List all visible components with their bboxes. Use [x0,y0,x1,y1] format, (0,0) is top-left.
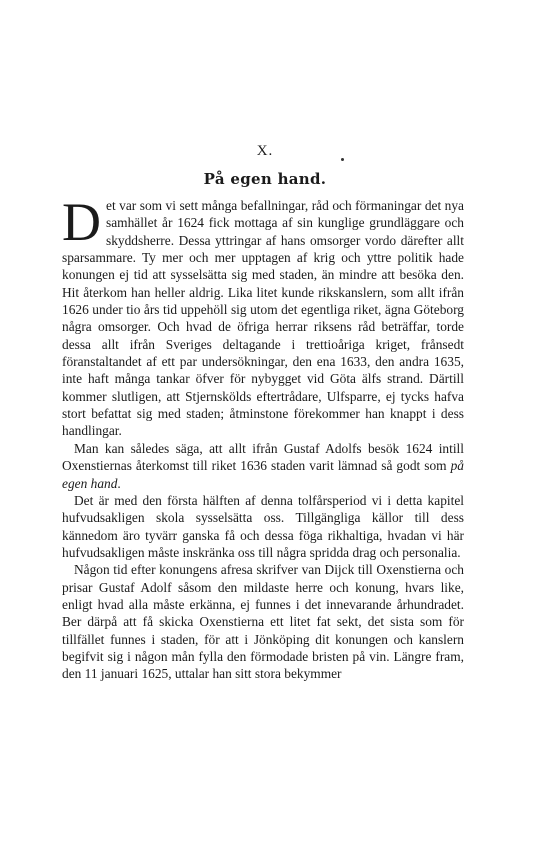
paragraph-2-text: Man kan således säga, att allt ifrån Gustaf Adolfs besök 1624 intill Oxenstiernas återkomst till riket 1636 staden varit lämnad så godt som [62,440,464,474]
drop-cap: D [62,192,101,252]
paragraph-2-end: . [117,475,121,491]
paragraph-4-text: Någon tid efter konungens afresa skrifver van Dijck till Oxenstierna och prisar Gustaf Adolf såsom den mildaste herre och konung, hvars like, enligt hvad alla måste erkänna, ej funnes i det innevarande århundradet. Ber därpå att få skicka Oxenstierna ett litet fat sekt, det sista som för tillfället funnes i staden, för att i Jönköping dit konungen och kanslern begifvit sig i någon mån fylla den förmodade bristen på vin. Längre fram, den 11 januari 1625, uttalar han sitt stora bekymmer [62,562,464,682]
paragraph-1 [62,192,464,440]
paragraph-3 [62,492,464,561]
paragraph-4 [62,561,464,682]
paragraph-2-emphasis: på egen hand [62,458,464,491]
paragraph-2 [62,440,464,492]
body-text [62,192,464,683]
chapter-title: På egen hand. [203,170,327,188]
ink-speck [341,158,344,161]
paragraph-3-text: Det är med den första hälften af denna tolfårsperiod vi i detta kapitel hufvudsakligen skola sysselsätta oss. Tillgängliga källor till dess kännedom äro tyvärr ganska få och dessa föga rikhaltiga, hvadan vi här hufvudsakligen måste inskränka oss till några spridda drag och personalia. [62,492,464,560]
paragraph-1-text: et var som vi sett många befallningar, råd och förmaningar det nya samhället år 1624 fick mottaga af sin kunglige grundläggare och skyddsherre. Dessa yttringar af hans omsorger vordo därefter allt sparsammare. Ty mer och mer upptagen af krig och yttre politik hade konungen ej tid att sysselsätta sig med staden, än mindre att besöka den. Hit återkom han heller aldrig. Lika litet kunde rikskanslern, som allt ifrån 1626 under tio års tid uppehöll sig utom det egentliga riket, ägna Göteborg några omsorger. Och hvad de öfriga herrar riksens råd beträffar, torde dessa allt ifrån Sveriges deltagande i trettioåriga kriget, frånsedt föranstaltandet af ett par undersökningar, den ena 1633, den andra 1635, inte haft många tankar öfver för nybygget vid Göta älfs strand. Därtill kommer slutligen, att Stjernskölds eftertrådare, Ulfsparre, ej tycks hafva stort befattat sig med staden; åtminstone förekommer han knappt i dess handlingar. [62,198,464,439]
chapter-number: X. [256,143,274,159]
